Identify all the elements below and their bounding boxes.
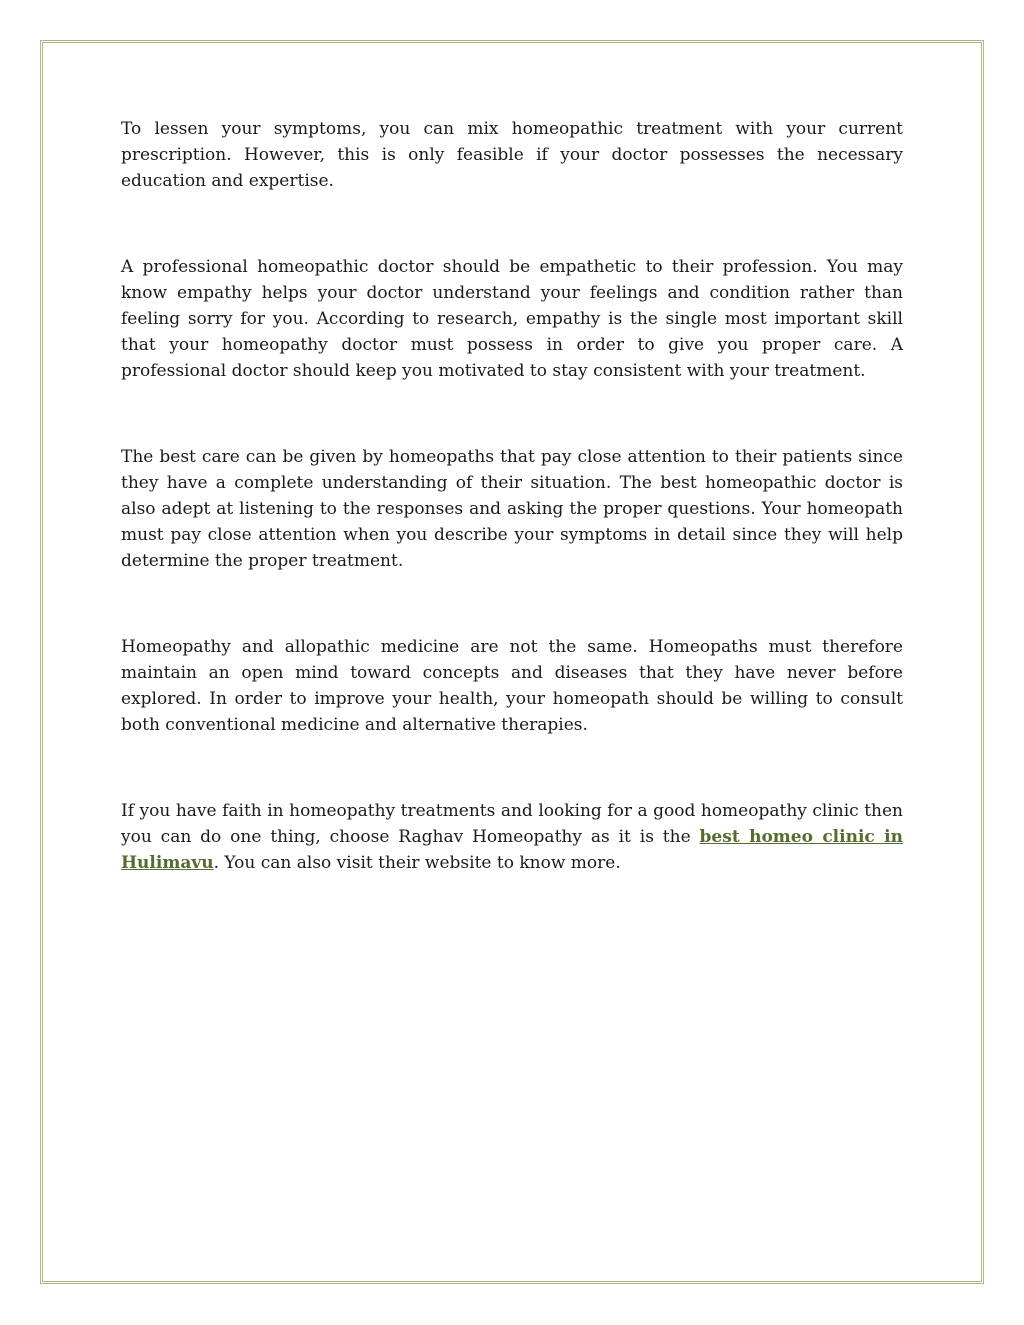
paragraph-1: To lessen your symptoms, you can mix homeopathic treatment with your current prescription. However, this is only feasible if your doctor possesses the necessary education and expertise. <box>121 119 903 191</box>
paragraph-5 <box>121 798 903 876</box>
paragraph-2: A professional homeopathic doctor should be empathetic to their profession. You may know empathy helps your doctor understand your feelings and condition rather than feeling sorry for you. According to research, empathy is the single most important skill that your homeopathy doctor must possess in order to give you proper care. A professional doctor should keep you motivated to stay consistent with your treatment. <box>121 257 903 381</box>
paragraph-5-text-after-link: . You can also visit their website to know more. <box>213 853 621 873</box>
paragraph-5-text-before-link: If you have faith in homeopathy treatments and looking for a good homeopathy clinic then you can do one thing, choose Raghav Homeopathy as it is the <box>121 801 903 847</box>
document-body <box>121 116 903 936</box>
paragraph-4: Homeopathy and allopathic medicine are not the same. Homeopaths must therefore maintain an open mind toward concepts and diseases that they have never before explored. In order to improve your health, your homeopath should be willing to consult both conventional medicine and alternative therapies. <box>121 637 903 735</box>
clinic-link[interactable]: best homeo clinic in Hulimavu <box>121 827 903 873</box>
paragraph-3: The best care can be given by homeopaths that pay close attention to their patients since they have a complete understanding of their situation. The best homeopathic doctor is also adept at listening to the responses and asking the proper questions. Your homeopath must pay close attention when you describe your symptoms in detail since they will help determine the proper treatment. <box>121 447 903 571</box>
